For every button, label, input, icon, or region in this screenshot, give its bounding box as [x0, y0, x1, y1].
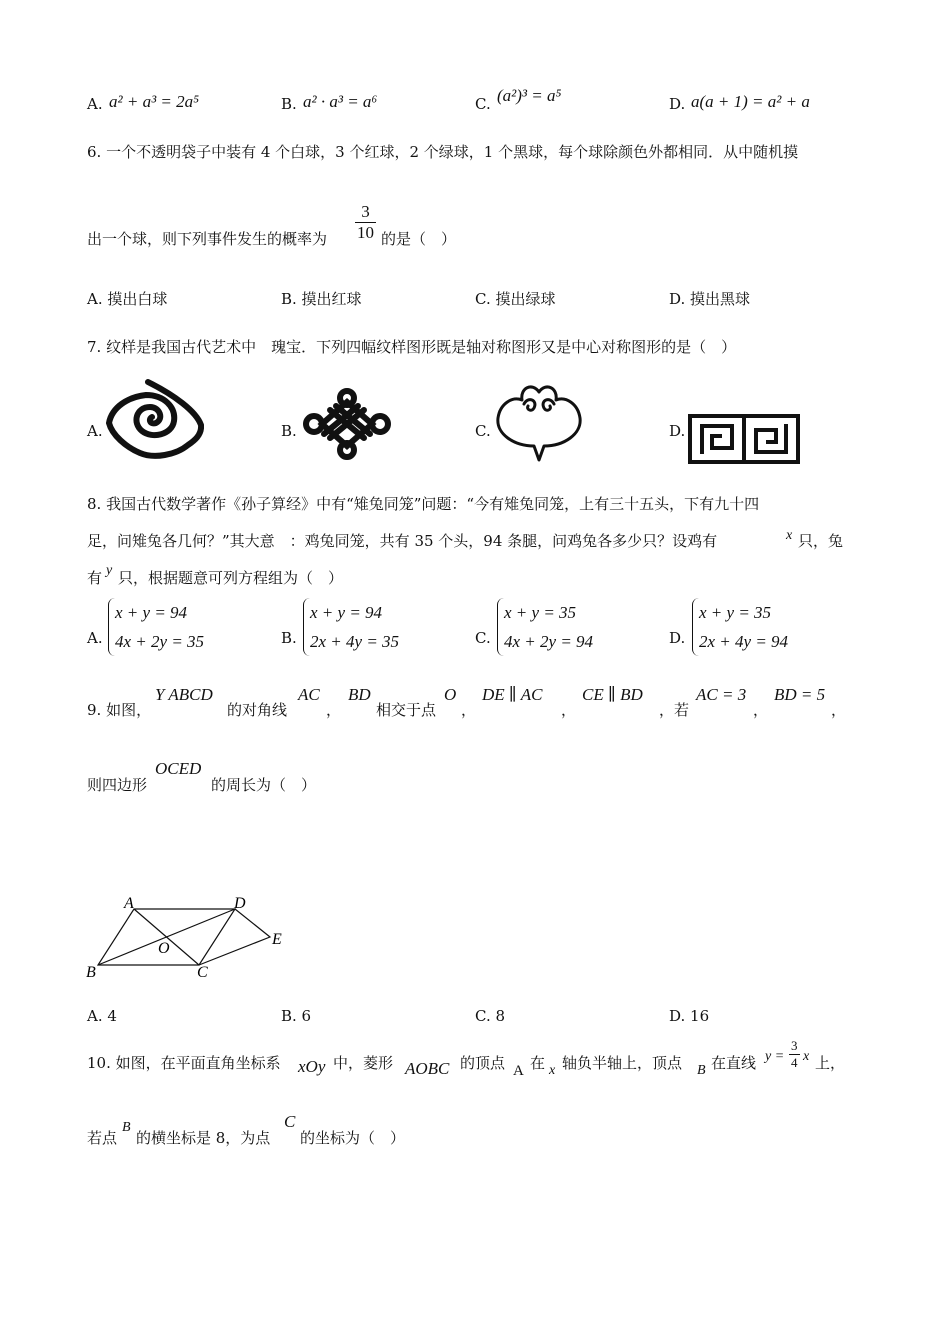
q9-comma-5: ， — [831, 701, 847, 719]
q8-stem-line3b: 只，根据题意可列方程组为（ ） — [118, 569, 344, 587]
q7-pattern-chinese-knot-icon — [302, 388, 392, 460]
q10-coord-system-xoy: xOy — [298, 1057, 326, 1076]
q5-option-d-label: D. — [669, 95, 686, 113]
q10-rhombus-aobc: AOBC — [405, 1059, 450, 1078]
q9-option-a: A. 4 — [87, 1007, 117, 1025]
q9-parallelogram-abcd: Y ABCD — [155, 685, 213, 704]
q6-option-a: A. 摸出白球 — [87, 290, 168, 308]
q10-text-4: 在 — [530, 1054, 546, 1072]
q10-line2-point-b: B — [122, 1120, 131, 1135]
q8-option-c-system — [497, 598, 593, 656]
q9-text-if: ，若 — [659, 701, 690, 719]
q8-option-d-system — [692, 598, 788, 656]
q9-option-b: B. 6 — [281, 1007, 312, 1025]
q8-var-y: y — [106, 563, 113, 578]
q10-line2-pre: 若点 — [87, 1129, 118, 1147]
q10-slope-fraction — [789, 1038, 800, 1071]
q7-pattern-meander-key-icon — [688, 414, 800, 464]
q10-text-6: 在直线 — [711, 1054, 757, 1072]
q7-option-d-label: D. — [669, 422, 686, 440]
q5-option-d-expression: a(a + 1) = a² + a — [691, 92, 810, 111]
q8-stem-line3a: 有 — [87, 569, 103, 587]
q6-stem-line1: 6. 一个不透明袋子中装有 4 个白球，3 个红球，2 个绿球，1 个黑球，每个球除颜色外都相同．从中随机摸 — [87, 143, 799, 161]
q8-option-c-eq1: x + y = 35 — [504, 603, 577, 622]
q7-option-a-label: A. — [87, 422, 103, 440]
q8-stem-line1: 8. 我国古代数学著作《孙子算经》中有“雉兔同笼”问题：“今有雉兔同笼，上有三十五头，下有九十四 — [87, 495, 760, 513]
q9-figure-ced-lines — [199, 909, 270, 965]
q9-de-parallel-ac: DE ∥ AC — [482, 685, 543, 704]
q7-option-b-label: B. — [281, 422, 297, 440]
q9-segment-bd: BD — [348, 685, 371, 704]
q9-text-intersect: 相交于点 — [376, 701, 437, 719]
q5-option-c-expression: (a²)³ = a⁵ — [497, 86, 562, 105]
q6-stem-line2-pre: 出一个球，则下列事件发生的概率为 — [87, 230, 328, 248]
q8-option-a-eq1: x + y = 94 — [115, 603, 188, 622]
q8-var-x: x — [786, 528, 793, 543]
q8-option-c-eq2: 4x + 2y = 94 — [504, 632, 594, 651]
q9-ac-equals-3: AC = 3 — [696, 685, 747, 704]
q9-figure-label-e: E — [272, 931, 282, 948]
q10-text-5: 轴负半轴上，顶点 — [562, 1054, 683, 1072]
q9-comma-3: ， — [561, 701, 577, 719]
q10-point-a: A — [513, 1063, 524, 1079]
q9-comma-4: ， — [753, 701, 769, 719]
q8-stem-line2a: 足，问雉兔各几何？”其大意 ：鸡兔同笼，共有 35 个头，94 条腿，问鸡兔各多少只？设鸡有 — [87, 532, 718, 550]
q7-option-c-label: C. — [475, 422, 491, 440]
q8-option-c-label: C. — [475, 629, 491, 647]
q8-option-b-system — [303, 598, 399, 656]
q9-comma-2: ， — [461, 701, 477, 719]
q9-geometry-figure — [84, 892, 294, 984]
q10-axis-x: x — [549, 1063, 556, 1078]
q6-option-d: D. 摸出黑球 — [669, 290, 751, 308]
q6-fraction-numerator: 3 — [355, 202, 376, 223]
q9-stem-line2-post: 的周长为（ ） — [211, 776, 317, 794]
q7-stem: 7. 纹样是我国古代艺术中 瑰宝．下列四幅纹样图形既是轴对称图形又是中心对称图形的是（ ） — [87, 338, 737, 356]
q9-point-o: O — [444, 685, 457, 704]
q7-pattern-spiral-cloud-icon — [104, 377, 204, 463]
q9-figure-label-a: A — [124, 895, 134, 912]
q9-ce-parallel-bd: CE ∥ BD — [582, 685, 643, 704]
q9-figure-label-o: O — [158, 940, 170, 957]
q8-option-b-eq2: 2x + 4y = 35 — [310, 632, 400, 651]
q5-option-a-label: A. — [87, 95, 103, 113]
q10-fraction-denominator: 4 — [791, 1055, 798, 1070]
q6-option-c: C. 摸出绿球 — [475, 290, 556, 308]
q6-stem-line2-post: 的是（ ） — [381, 230, 457, 248]
q9-stem-number: 9. 如图， — [87, 701, 152, 719]
q9-option-c: C. 8 — [475, 1007, 506, 1025]
q10-line2-post: 的坐标为（ ） — [300, 1129, 406, 1147]
q8-option-a-label: A. — [87, 629, 103, 647]
q5-option-a-expression: a² + a³ = 2a⁵ — [109, 92, 200, 111]
q8-option-b-label: B. — [281, 629, 297, 647]
q6-probability-fraction — [355, 202, 376, 243]
q10-line-y-equals: y = — [765, 1049, 785, 1064]
q7-pattern-auspicious-cloud-icon — [494, 382, 584, 464]
q9-figure-label-b: B — [86, 964, 96, 981]
q10-text-2: 中，菱形 — [333, 1054, 394, 1072]
q5-option-c-label: C. — [475, 95, 491, 113]
q8-option-d-eq1: x + y = 35 — [699, 603, 772, 622]
q8-option-d-label: D. — [669, 629, 686, 647]
q10-text-3: 的顶点 — [460, 1054, 506, 1072]
q8-option-b-eq1: x + y = 94 — [310, 603, 383, 622]
q8-option-a-eq2: 4x + 2y = 35 — [115, 632, 205, 651]
q8-option-d-eq2: 2x + 4y = 94 — [699, 632, 789, 651]
q9-figure-label-c: C — [197, 964, 208, 981]
q9-bd-equals-5: BD = 5 — [774, 685, 826, 704]
q10-line2-mid: 的横坐标是 8，为点 — [136, 1129, 271, 1147]
q9-quadrilateral-oced: OCED — [155, 759, 202, 778]
q9-comma-1: ， — [326, 701, 342, 719]
q9-option-d: D. 16 — [669, 1007, 710, 1025]
q6-fraction-denominator: 10 — [357, 223, 374, 242]
q9-segment-ac: AC — [298, 685, 320, 704]
q6-option-b: B. 摸出红球 — [281, 290, 362, 308]
q10-fraction-numerator: 3 — [791, 1038, 798, 1053]
q10-text-7: 上， — [815, 1054, 846, 1072]
q10-line2-point-c: C — [284, 1112, 296, 1131]
q10-line-x: x — [803, 1049, 810, 1064]
q5-option-b-label: B. — [281, 95, 297, 113]
q9-text-diagonals: 的对角线 — [227, 701, 288, 719]
q8-stem-line2b: 只，兔 — [798, 532, 844, 550]
q8-option-a-system — [108, 598, 204, 656]
q10-point-b: B — [697, 1063, 706, 1078]
q9-stem-line2-pre: 则四边形 — [87, 776, 148, 794]
q10-text-1: 10. 如图，在平面直角坐标系 — [87, 1054, 281, 1072]
q5-option-b-expression: a² · a³ = a⁶ — [303, 92, 378, 111]
q9-figure-label-d: D — [234, 895, 246, 912]
